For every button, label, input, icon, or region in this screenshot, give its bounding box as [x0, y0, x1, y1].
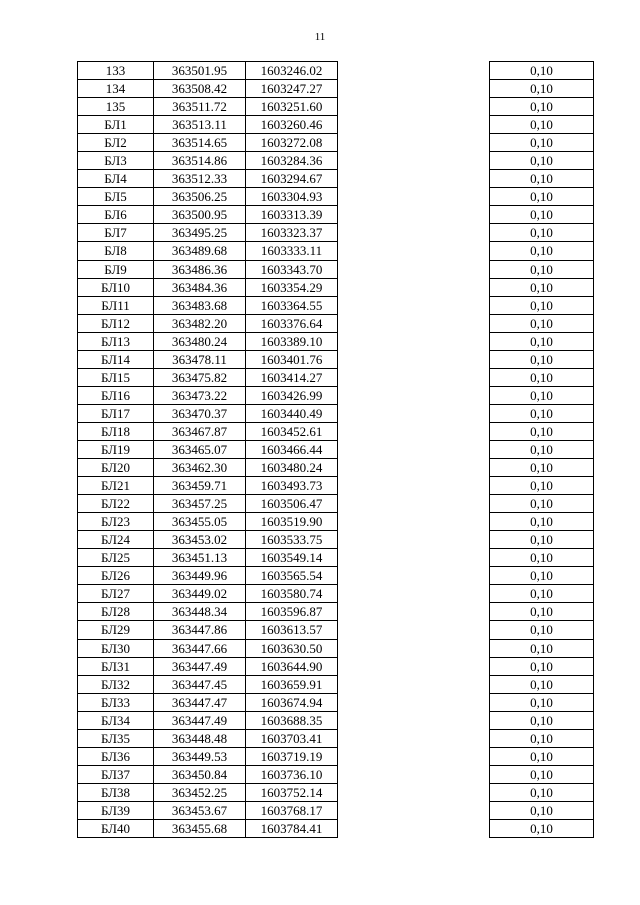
table-row	[78, 711, 338, 729]
table-row	[78, 801, 338, 819]
table-row	[78, 278, 338, 296]
x-coordinate-cell: 363447.66	[154, 639, 246, 657]
x-coordinate-cell: 363449.53	[154, 747, 246, 765]
table-row	[490, 152, 594, 170]
x-coordinate-cell: 363475.82	[154, 368, 246, 386]
accuracy-cell: 0,10	[490, 116, 594, 134]
point-cell: БЛ27	[78, 585, 154, 603]
table-row	[78, 531, 338, 549]
table-row	[78, 62, 338, 80]
table-row	[490, 116, 594, 134]
y-coordinate-cell: 1603784.41	[246, 819, 338, 837]
table-row	[78, 260, 338, 278]
x-coordinate-cell: 363473.22	[154, 386, 246, 404]
point-cell: БЛ37	[78, 765, 154, 783]
point-cell: БЛ7	[78, 224, 154, 242]
table-row	[78, 386, 338, 404]
x-coordinate-cell: 363513.11	[154, 116, 246, 134]
y-coordinate-cell: 1603688.35	[246, 711, 338, 729]
table-row	[490, 206, 594, 224]
x-coordinate-cell: 363447.49	[154, 711, 246, 729]
y-coordinate-cell: 1603284.36	[246, 152, 338, 170]
x-coordinate-cell: 363482.20	[154, 314, 246, 332]
table-row	[78, 747, 338, 765]
accuracy-table-body	[490, 62, 594, 838]
table-row	[78, 296, 338, 314]
x-coordinate-cell: 363453.02	[154, 531, 246, 549]
point-cell: БЛ12	[78, 314, 154, 332]
table-row	[78, 513, 338, 531]
y-coordinate-cell: 1603272.08	[246, 134, 338, 152]
table-row	[78, 188, 338, 206]
point-cell: БЛ8	[78, 242, 154, 260]
accuracy-cell: 0,10	[490, 603, 594, 621]
accuracy-cell: 0,10	[490, 278, 594, 296]
x-coordinate-cell: 363489.68	[154, 242, 246, 260]
table-row	[490, 513, 594, 531]
y-coordinate-cell: 1603506.47	[246, 495, 338, 513]
point-cell: БЛ6	[78, 206, 154, 224]
point-cell: БЛ14	[78, 350, 154, 368]
y-coordinate-cell: 1603519.90	[246, 513, 338, 531]
point-cell: БЛ31	[78, 657, 154, 675]
accuracy-cell: 0,10	[490, 422, 594, 440]
point-cell: БЛ18	[78, 422, 154, 440]
table-row	[78, 477, 338, 495]
table-row	[78, 549, 338, 567]
table-row	[490, 188, 594, 206]
table-row	[490, 350, 594, 368]
table-row	[490, 603, 594, 621]
y-coordinate-cell: 1603426.99	[246, 386, 338, 404]
point-cell: БЛ35	[78, 729, 154, 747]
table-row	[490, 567, 594, 585]
table-row	[490, 495, 594, 513]
table-row	[78, 350, 338, 368]
accuracy-cell: 0,10	[490, 404, 594, 422]
table-row	[490, 747, 594, 765]
table-row	[78, 603, 338, 621]
x-coordinate-cell: 363495.25	[154, 224, 246, 242]
accuracy-cell: 0,10	[490, 459, 594, 477]
table-row	[490, 134, 594, 152]
table-row	[78, 224, 338, 242]
y-coordinate-cell: 1603549.14	[246, 549, 338, 567]
point-cell: БЛ11	[78, 296, 154, 314]
y-coordinate-cell: 1603343.70	[246, 260, 338, 278]
table-row	[78, 368, 338, 386]
y-coordinate-cell: 1603333.11	[246, 242, 338, 260]
table-row	[490, 621, 594, 639]
x-coordinate-cell: 363448.48	[154, 729, 246, 747]
x-coordinate-cell: 363453.67	[154, 801, 246, 819]
table-row	[490, 278, 594, 296]
table-row	[490, 440, 594, 458]
y-coordinate-cell: 1603613.57	[246, 621, 338, 639]
x-coordinate-cell: 363511.72	[154, 98, 246, 116]
accuracy-table	[489, 61, 594, 838]
accuracy-cell: 0,10	[490, 152, 594, 170]
table-row	[490, 693, 594, 711]
y-coordinate-cell: 1603389.10	[246, 332, 338, 350]
table-row	[490, 368, 594, 386]
y-coordinate-cell: 1603364.55	[246, 296, 338, 314]
point-cell: БЛ20	[78, 459, 154, 477]
y-coordinate-cell: 1603580.74	[246, 585, 338, 603]
y-coordinate-cell: 1603674.94	[246, 693, 338, 711]
point-cell: БЛ33	[78, 693, 154, 711]
y-coordinate-cell: 1603260.46	[246, 116, 338, 134]
accuracy-cell: 0,10	[490, 765, 594, 783]
accuracy-cell: 0,10	[490, 531, 594, 549]
y-coordinate-cell: 1603719.19	[246, 747, 338, 765]
table-row	[490, 98, 594, 116]
table-row	[78, 459, 338, 477]
point-cell: БЛ25	[78, 549, 154, 567]
point-cell: БЛ38	[78, 783, 154, 801]
y-coordinate-cell: 1603414.27	[246, 368, 338, 386]
table-row	[78, 404, 338, 422]
accuracy-cell: 0,10	[490, 188, 594, 206]
point-cell: БЛ28	[78, 603, 154, 621]
y-coordinate-cell: 1603630.50	[246, 639, 338, 657]
table-row	[78, 657, 338, 675]
x-coordinate-cell: 363486.36	[154, 260, 246, 278]
y-coordinate-cell: 1603304.93	[246, 188, 338, 206]
x-coordinate-cell: 363484.36	[154, 278, 246, 296]
table-row	[490, 314, 594, 332]
x-coordinate-cell: 363447.45	[154, 675, 246, 693]
point-cell: БЛ32	[78, 675, 154, 693]
accuracy-cell: 0,10	[490, 675, 594, 693]
accuracy-cell: 0,10	[490, 314, 594, 332]
accuracy-cell: 0,10	[490, 98, 594, 116]
point-cell: БЛ16	[78, 386, 154, 404]
accuracy-cell: 0,10	[490, 260, 594, 278]
x-coordinate-cell: 363450.84	[154, 765, 246, 783]
table-row	[78, 621, 338, 639]
x-coordinate-cell: 363483.68	[154, 296, 246, 314]
table-row	[78, 783, 338, 801]
x-coordinate-cell: 363465.07	[154, 440, 246, 458]
table-row	[78, 80, 338, 98]
x-coordinate-cell: 363452.25	[154, 783, 246, 801]
table-row	[490, 62, 594, 80]
accuracy-cell: 0,10	[490, 549, 594, 567]
y-coordinate-cell: 1603294.67	[246, 170, 338, 188]
table-row	[78, 693, 338, 711]
y-coordinate-cell: 1603752.14	[246, 783, 338, 801]
accuracy-cell: 0,10	[490, 585, 594, 603]
point-cell: БЛ17	[78, 404, 154, 422]
table-row	[490, 332, 594, 350]
x-coordinate-cell: 363478.11	[154, 350, 246, 368]
accuracy-cell: 0,10	[490, 440, 594, 458]
x-coordinate-cell: 363455.68	[154, 819, 246, 837]
x-coordinate-cell: 363506.25	[154, 188, 246, 206]
table-row	[78, 314, 338, 332]
point-cell: БЛ9	[78, 260, 154, 278]
x-coordinate-cell: 363514.65	[154, 134, 246, 152]
table-row	[490, 729, 594, 747]
x-coordinate-cell: 363449.02	[154, 585, 246, 603]
table-row	[78, 495, 338, 513]
table-row	[490, 422, 594, 440]
table-row	[78, 206, 338, 224]
accuracy-cell: 0,10	[490, 621, 594, 639]
accuracy-cell: 0,10	[490, 350, 594, 368]
point-cell: БЛ5	[78, 188, 154, 206]
y-coordinate-cell: 1603313.39	[246, 206, 338, 224]
point-cell: БЛ30	[78, 639, 154, 657]
point-cell: БЛ40	[78, 819, 154, 837]
point-cell: БЛ21	[78, 477, 154, 495]
x-coordinate-cell: 363459.71	[154, 477, 246, 495]
table-row	[490, 531, 594, 549]
y-coordinate-cell: 1603644.90	[246, 657, 338, 675]
x-coordinate-cell: 363462.30	[154, 459, 246, 477]
point-cell: БЛ15	[78, 368, 154, 386]
y-coordinate-cell: 1603533.75	[246, 531, 338, 549]
table-row	[78, 729, 338, 747]
table-row	[78, 98, 338, 116]
table-row	[78, 152, 338, 170]
point-cell: БЛ39	[78, 801, 154, 819]
x-coordinate-cell: 363514.86	[154, 152, 246, 170]
accuracy-cell: 0,10	[490, 62, 594, 80]
table-row	[78, 585, 338, 603]
point-cell: БЛ4	[78, 170, 154, 188]
accuracy-cell: 0,10	[490, 386, 594, 404]
table-row	[78, 134, 338, 152]
table-row	[490, 404, 594, 422]
y-coordinate-cell: 1603480.24	[246, 459, 338, 477]
table-row	[78, 440, 338, 458]
accuracy-cell: 0,10	[490, 783, 594, 801]
accuracy-cell: 0,10	[490, 296, 594, 314]
x-coordinate-cell: 363512.33	[154, 170, 246, 188]
table-row	[490, 675, 594, 693]
y-coordinate-cell: 1603659.91	[246, 675, 338, 693]
accuracy-cell: 0,10	[490, 747, 594, 765]
accuracy-cell: 0,10	[490, 224, 594, 242]
table-row	[490, 657, 594, 675]
x-coordinate-cell: 363467.87	[154, 422, 246, 440]
y-coordinate-cell: 1603736.10	[246, 765, 338, 783]
table-row	[490, 585, 594, 603]
y-coordinate-cell: 1603565.54	[246, 567, 338, 585]
accuracy-cell: 0,10	[490, 639, 594, 657]
accuracy-cell: 0,10	[490, 567, 594, 585]
page-number: 11	[314, 31, 326, 43]
y-coordinate-cell: 1603401.76	[246, 350, 338, 368]
x-coordinate-cell: 363451.13	[154, 549, 246, 567]
x-coordinate-cell: 363448.34	[154, 603, 246, 621]
table-row	[490, 765, 594, 783]
coordinates-table	[77, 61, 338, 838]
x-coordinate-cell: 363447.47	[154, 693, 246, 711]
y-coordinate-cell: 1603493.73	[246, 477, 338, 495]
accuracy-cell: 0,10	[490, 170, 594, 188]
accuracy-cell: 0,10	[490, 801, 594, 819]
point-cell: БЛ22	[78, 495, 154, 513]
table-row	[78, 675, 338, 693]
coordinates-table-body	[78, 62, 338, 838]
table-row	[490, 711, 594, 729]
x-coordinate-cell: 363447.86	[154, 621, 246, 639]
table-row	[78, 170, 338, 188]
table-row	[78, 422, 338, 440]
y-coordinate-cell: 1603323.37	[246, 224, 338, 242]
y-coordinate-cell: 1603354.29	[246, 278, 338, 296]
point-cell: БЛ26	[78, 567, 154, 585]
table-row	[78, 242, 338, 260]
y-coordinate-cell: 1603251.60	[246, 98, 338, 116]
point-cell: БЛ3	[78, 152, 154, 170]
accuracy-cell: 0,10	[490, 80, 594, 98]
x-coordinate-cell: 363457.25	[154, 495, 246, 513]
y-coordinate-cell: 1603247.27	[246, 80, 338, 98]
x-coordinate-cell: 363501.95	[154, 62, 246, 80]
point-cell: БЛ2	[78, 134, 154, 152]
table-row	[490, 170, 594, 188]
y-coordinate-cell: 1603703.41	[246, 729, 338, 747]
table-row	[78, 332, 338, 350]
accuracy-cell: 0,10	[490, 495, 594, 513]
table-row	[78, 567, 338, 585]
table-row	[490, 224, 594, 242]
x-coordinate-cell: 363508.42	[154, 80, 246, 98]
accuracy-cell: 0,10	[490, 368, 594, 386]
table-row	[490, 801, 594, 819]
table-row	[490, 819, 594, 837]
y-coordinate-cell: 1603596.87	[246, 603, 338, 621]
point-cell: БЛ24	[78, 531, 154, 549]
x-coordinate-cell: 363449.96	[154, 567, 246, 585]
accuracy-cell: 0,10	[490, 513, 594, 531]
x-coordinate-cell: 363455.05	[154, 513, 246, 531]
accuracy-cell: 0,10	[490, 477, 594, 495]
point-cell: БЛ36	[78, 747, 154, 765]
accuracy-cell: 0,10	[490, 206, 594, 224]
table-row	[490, 242, 594, 260]
y-coordinate-cell: 1603440.49	[246, 404, 338, 422]
point-cell: 134	[78, 80, 154, 98]
table-row	[490, 639, 594, 657]
accuracy-cell: 0,10	[490, 693, 594, 711]
point-cell: БЛ10	[78, 278, 154, 296]
table-row	[490, 296, 594, 314]
point-cell: БЛ34	[78, 711, 154, 729]
point-cell: БЛ13	[78, 332, 154, 350]
y-coordinate-cell: 1603246.02	[246, 62, 338, 80]
point-cell: 135	[78, 98, 154, 116]
y-coordinate-cell: 1603376.64	[246, 314, 338, 332]
point-cell: БЛ19	[78, 440, 154, 458]
accuracy-cell: 0,10	[490, 819, 594, 837]
table-row	[490, 260, 594, 278]
table-row	[490, 459, 594, 477]
x-coordinate-cell: 363447.49	[154, 657, 246, 675]
accuracy-cell: 0,10	[490, 711, 594, 729]
point-cell: 133	[78, 62, 154, 80]
accuracy-cell: 0,10	[490, 134, 594, 152]
point-cell: БЛ23	[78, 513, 154, 531]
table-row	[490, 549, 594, 567]
point-cell: БЛ1	[78, 116, 154, 134]
y-coordinate-cell: 1603466.44	[246, 440, 338, 458]
table-row	[78, 765, 338, 783]
accuracy-cell: 0,10	[490, 657, 594, 675]
table-row	[78, 819, 338, 837]
table-row	[490, 80, 594, 98]
table-row	[490, 477, 594, 495]
table-row	[78, 116, 338, 134]
y-coordinate-cell: 1603768.17	[246, 801, 338, 819]
table-row	[78, 639, 338, 657]
table-row	[490, 783, 594, 801]
point-cell: БЛ29	[78, 621, 154, 639]
y-coordinate-cell: 1603452.61	[246, 422, 338, 440]
x-coordinate-cell: 363470.37	[154, 404, 246, 422]
table-row	[490, 386, 594, 404]
accuracy-cell: 0,10	[490, 729, 594, 747]
accuracy-cell: 0,10	[490, 242, 594, 260]
x-coordinate-cell: 363500.95	[154, 206, 246, 224]
accuracy-cell: 0,10	[490, 332, 594, 350]
x-coordinate-cell: 363480.24	[154, 332, 246, 350]
